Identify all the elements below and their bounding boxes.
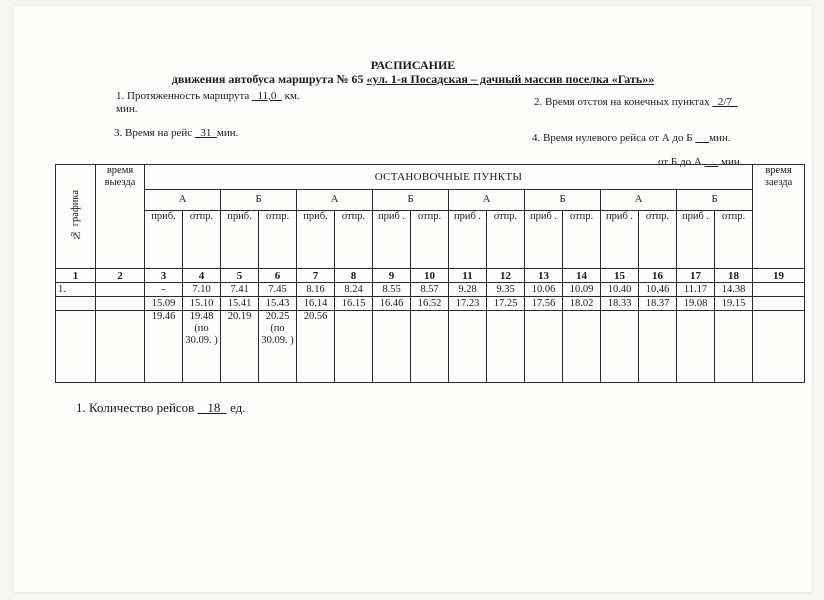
sub-header: приб . xyxy=(373,211,411,269)
table-cell: 10.46 xyxy=(639,283,677,297)
table-cell xyxy=(449,311,487,383)
table-cell: 8.57 xyxy=(411,283,449,297)
table-cell: 1. xyxy=(56,283,96,297)
table-cell: 19.48 (по 30.09. ) xyxy=(183,311,221,383)
table-cell xyxy=(56,311,96,383)
route-length-unit: км. xyxy=(284,90,300,102)
column-number: 4 xyxy=(183,269,221,283)
trip-count xyxy=(76,400,246,416)
column-number: 1 xyxy=(56,269,96,283)
table-cell: 14.38 xyxy=(715,283,753,297)
column-number: 16 xyxy=(639,269,677,283)
sub-header: отпр. xyxy=(183,211,221,269)
column-number: 10 xyxy=(411,269,449,283)
header-row-stops xyxy=(56,190,805,211)
zero-trip-ab-blank xyxy=(695,132,709,144)
depart-time-header: время выезда xyxy=(96,165,145,269)
stop-header: Б xyxy=(373,190,449,211)
column-number: 18 xyxy=(715,269,753,283)
document-subtitle xyxy=(14,72,812,87)
table-cell: 16.52 xyxy=(411,297,449,311)
sub-header: приб. xyxy=(221,211,259,269)
table-cell: 7.45 xyxy=(259,283,297,297)
column-number: 7 xyxy=(297,269,335,283)
trip-time-unit: мин. xyxy=(216,127,239,139)
sub-header: отпр. xyxy=(715,211,753,269)
table-cell: 11.17 xyxy=(677,283,715,297)
table-cell: 19.46 xyxy=(145,311,183,383)
stop-header: Б xyxy=(677,190,753,211)
column-number: 15 xyxy=(601,269,639,283)
table-cell: 16.15 xyxy=(335,297,373,311)
table-cell xyxy=(677,311,715,383)
terminal-stop-time xyxy=(534,96,737,108)
table-cell: 16.46 xyxy=(373,297,411,311)
table-cell: 10.40 xyxy=(601,283,639,297)
table-cell: 7.41 xyxy=(221,283,259,297)
column-number: 11 xyxy=(449,269,487,283)
column-number: 2 xyxy=(96,269,145,283)
table-cell: 8.16 xyxy=(297,283,335,297)
table-cell: 7.10 xyxy=(183,283,221,297)
table-cell: 18.02 xyxy=(563,297,601,311)
table-cell: 8.24 xyxy=(335,283,373,297)
table-cell: 17.56 xyxy=(525,297,563,311)
table-cell: 16.14 xyxy=(297,297,335,311)
stop-header: А xyxy=(145,190,221,211)
stops-header: ОСТАНОВОЧНЫЕ ПУНКТЫ xyxy=(145,165,753,190)
sub-header: отпр. xyxy=(563,211,601,269)
column-number: 3 xyxy=(145,269,183,283)
table-cell xyxy=(753,297,805,311)
trip-time-label: 3. Время на рейс xyxy=(114,127,193,139)
zero-trip-ab-unit: мин. xyxy=(709,132,731,144)
table-cell xyxy=(525,311,563,383)
table-cell: 17.25 xyxy=(487,297,525,311)
sub-header: приб . xyxy=(525,211,563,269)
table-cell: 20.25 (по 30.09. ) xyxy=(259,311,297,383)
column-number: 8 xyxy=(335,269,373,283)
zero-trip-ba-unit: мин. xyxy=(721,156,743,168)
table-cell: 15.41 xyxy=(221,297,259,311)
trip-count-value: 18 xyxy=(207,400,221,415)
column-number: 9 xyxy=(373,269,411,283)
table-row xyxy=(56,311,805,383)
table-cell: 20.56 xyxy=(297,311,335,383)
table-cell xyxy=(753,311,805,383)
table-cell xyxy=(563,311,601,383)
table-cell xyxy=(96,311,145,383)
route-length xyxy=(116,90,300,102)
table-cell: 15.10 xyxy=(183,297,221,311)
subtitle-prefix: движения автобуса маршрута № 65 xyxy=(171,72,367,86)
sub-header: отпр. xyxy=(639,211,677,269)
sub-header: приб . xyxy=(677,211,715,269)
zero-trip-ba-label: от Б до А xyxy=(658,156,702,168)
zero-trip-ab xyxy=(532,132,731,144)
table-cell: 15.43 xyxy=(259,297,297,311)
table-cell: 18.37 xyxy=(639,297,677,311)
schedule-table xyxy=(55,164,805,383)
table-cell xyxy=(753,283,805,297)
table-cell xyxy=(373,311,411,383)
table-cell xyxy=(96,297,145,311)
table-cell xyxy=(56,297,96,311)
route-length-unit2: мин. xyxy=(116,103,138,115)
table-cell: 19.08 xyxy=(677,297,715,311)
table-cell xyxy=(411,311,449,383)
table-row xyxy=(56,297,805,311)
stop-header: А xyxy=(601,190,677,211)
column-number: 12 xyxy=(487,269,525,283)
document-sheet xyxy=(14,6,812,592)
trip-count-label: 1. Количество рейсов xyxy=(76,400,195,415)
column-number: 14 xyxy=(563,269,601,283)
table-cell: 8.55 xyxy=(373,283,411,297)
table-cell xyxy=(335,311,373,383)
table-cell: 10.06 xyxy=(525,283,563,297)
column-number: 19 xyxy=(753,269,805,283)
table-cell: 20.19 xyxy=(221,311,259,383)
subtitle-route: «ул. 1-я Посадская – дачный массив поселка «Гать»» xyxy=(366,72,655,86)
table-cell: 15.09 xyxy=(145,297,183,311)
sub-header: отпр. xyxy=(487,211,525,269)
stop-header: А xyxy=(297,190,373,211)
table-cell: 9.28 xyxy=(449,283,487,297)
route-length-label: 1. Протяженность маршрута xyxy=(116,90,250,102)
route-length-value: 11,0 xyxy=(257,90,277,102)
column-number: 5 xyxy=(221,269,259,283)
table-cell: - xyxy=(145,283,183,297)
table-cell: 17.23 xyxy=(449,297,487,311)
table-row xyxy=(56,283,805,297)
zero-trip-ab-label: 4. Время нулевого рейса от А до Б xyxy=(532,132,693,144)
table-cell: 10.09 xyxy=(563,283,601,297)
table-cell: 9.35 xyxy=(487,283,525,297)
table-cell xyxy=(601,311,639,383)
sub-header: отпр. xyxy=(335,211,373,269)
terminal-stop-value: 2/7 xyxy=(717,96,732,108)
column-number: 17 xyxy=(677,269,715,283)
stop-header: Б xyxy=(525,190,601,211)
header-row-1 xyxy=(56,165,805,190)
sub-header: приб . xyxy=(601,211,639,269)
trip-time xyxy=(114,127,238,139)
column-number-row xyxy=(56,269,805,283)
stop-header: Б xyxy=(221,190,297,211)
table-cell xyxy=(487,311,525,383)
table-cell xyxy=(715,311,753,383)
column-number: 6 xyxy=(259,269,297,283)
table-cell: 19.15 xyxy=(715,297,753,311)
table-cell xyxy=(96,283,145,297)
table-cell: 18.33 xyxy=(601,297,639,311)
trip-time-value: 31 xyxy=(200,127,212,139)
table-cell xyxy=(639,311,677,383)
arrive-time-header: время заезда xyxy=(753,165,805,269)
column-number: 13 xyxy=(525,269,563,283)
document-title: РАСПИСАНИЕ xyxy=(370,58,456,72)
terminal-stop-label: 2. Время отстоя на конечных пунктах xyxy=(534,96,710,108)
sub-header: отпр. xyxy=(411,211,449,269)
sub-header: приб. xyxy=(145,211,183,269)
sub-header: отпр. xyxy=(259,211,297,269)
trip-count-unit: ед. xyxy=(230,400,246,415)
sub-header: приб. xyxy=(297,211,335,269)
header-row-sub xyxy=(56,211,805,269)
graph-number-header: № графика xyxy=(56,165,96,269)
stop-header: А xyxy=(449,190,525,211)
sub-header: приб . xyxy=(449,211,487,269)
